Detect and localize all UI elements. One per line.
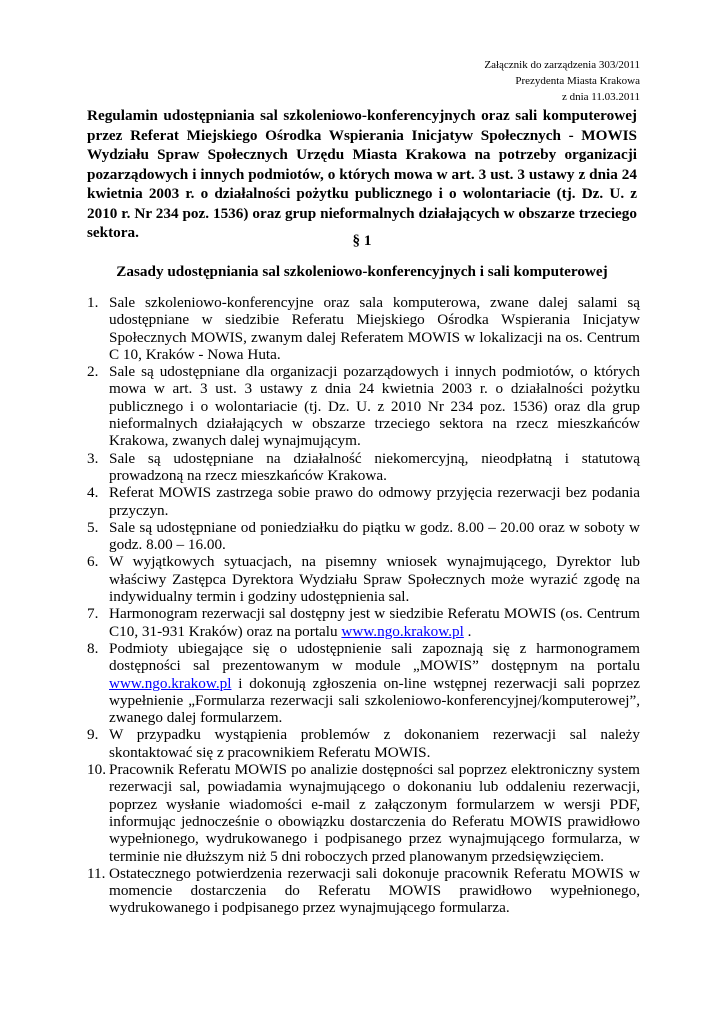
rule-item (87, 553, 640, 605)
rule-item (87, 865, 640, 917)
rule-item (87, 294, 640, 363)
rule-text: Ostatecznego potwierdzenia rezerwacji sali dokonuje pracownik Referatu MOWIS w momencie dostarczenia do Referatu MOWIS prawidłowo wypełnionego, wydrukowanego i podpisanego przez wynajmującego formularza. (109, 864, 640, 917)
rule-item (87, 450, 640, 485)
rule-text: Pracownik Referatu MOWIS po analizie dostępności sal poprzez elektroniczny system rezerwacji sal, powiadamia wynajmującego o dokonaniu lub oddaleniu rezerwacji, poprzez wysłanie wiadomości e-mail z załączonym formularzem w wersji PDF, informując jednocześnie o obowiązku dostarczenia do Referatu MOWIS prawidłowo wypełnionego, wydrukowanego i podpisanego przez wynajmującego formularza, w terminie nie dłuższym niż 5 dni roboczych przed planowanym przedsięwzięciem. (109, 761, 640, 865)
rule-item (87, 640, 640, 726)
rule-text: Sale są udostępniane dla organizacji pozarządowych i innych podmiotów, o których mowa w art. 3 ust. 3 ustawy z dnia 24 kwietnia 2003 r. o działalności pożytku publicznego i o wolontariacie (tj. Dz. U. z 2010 Nr 234 poz. 1536) oraz dla grup nieformalnych działających w obszarze trzeciego sektora na rzecz mieszkańców Krakowa, zwanych dalej wynajmującym. (109, 363, 640, 450)
rule-text: Sale są udostępniane na działalność niekomercyjną, nieodpłatną i statutową prowadzoną na rzecz mieszkańców Krakowa. (109, 449, 640, 484)
rule-number: 2. (87, 363, 99, 381)
rules-list (87, 294, 640, 917)
rule-number: 11. (87, 864, 106, 882)
rule-text-tail: i dokonują zgłoszenia on-line wstępnej rezerwacji sali poprzez wypełnienie „Formularza rezerwacji sali szkoleniowo-konferencyjnej/komputerowej”, zwanego dalej formularzem. (109, 674, 640, 727)
rule-number: 4. (87, 484, 99, 502)
portal-link[interactable]: www.ngo.krakow.pl (341, 622, 464, 640)
attachment-line-1: Załącznik do zarządzenia 303/2011 (484, 59, 640, 71)
section-sign: § 1 (352, 232, 372, 249)
attachment-line-2: Prezydenta Miasta Krakowa (515, 75, 640, 87)
rule-item (87, 726, 640, 761)
section-heading: Zasady udostępniania sal szkoleniowo-konferencyjnych i sali komputerowej (116, 263, 608, 280)
rule-number: 6. (87, 553, 99, 571)
rule-number: 9. (87, 726, 99, 744)
rule-item (87, 363, 640, 449)
portal-link[interactable]: www.ngo.krakow.pl (109, 674, 232, 692)
rule-number: 8. (87, 639, 99, 657)
rule-text-tail: . (463, 622, 472, 640)
rule-number: 7. (87, 605, 99, 623)
rule-text: W przypadku wystąpienia problemów z dokonaniem rezerwacji sal należy skontaktować się z pracownikiem Referatu MOWIS. (109, 726, 640, 761)
rule-text: Podmioty ubiegające się o udostępnienie sali zapoznają się z harmonogramem dostępności sal prezentowanym w module „MOWIS” dostępnym na portalu (109, 639, 640, 675)
document-title: Regulamin udostępniania sal szkoleniowo-konferencyjnych oraz sali komputerowej przez Referat Miejskiego Ośrodka Wspierania Inicjatyw Społecznych - MOWIS Wydziału Spraw Społecznych Urzędu Miasta Krakowa na potrzeby organizacji pozarządowych i innych podmiotów, o których mowa w art. 3 ust. 3 ustawy z dnia 24 kwietnia 2003 r. o działalności pożytku publicznego i o wolontariacie (tj. Dz. U. z 2010 r. Nr 234 poz. 1536) oraz grup nieformalnych działających w obszarze trzeciego sektora. (87, 107, 637, 241)
rule-text: W wyjątkowych sytuacjach, na pisemny wniosek wynajmującego, Dyrektor lub właściwy Zastępca Dyrektora Wydziału Spraw Społecznych może wyrazić zgodę na indywidualny termin i godziny udostępnienia sal. (109, 553, 640, 606)
rule-text: Referat MOWIS zastrzega sobie prawo do odmowy przyjęcia rezerwacji bez podania przyczyn. (109, 484, 640, 519)
rule-number: 10. (87, 761, 106, 779)
rule-text: Sale szkoleniowo-konferencyjne oraz sala komputerowa, zwane dalej salami są udostępniane w siedzibie Referatu Miejskiego Ośrodka Wspierania Inicjatyw Społecznych MOWIS, zwanym dalej Referatem MOWIS w lokalizacji na os. Centrum C 10, Kraków - Nowa Huta. (109, 294, 640, 363)
rule-item (87, 484, 640, 519)
rule-text: Harmonogram rezerwacji sal dostępny jest w siedzibie Referatu MOWIS (os. Centrum C10, 31-931 Kraków) oraz na portalu (109, 605, 640, 640)
rule-text: Sale są udostępniane od poniedziałku do piątku w godz. 8.00 – 20.00 oraz w soboty w godz. 8.00 – 16.00. (109, 518, 640, 554)
rule-number: 1. (87, 294, 99, 311)
rule-item (87, 761, 640, 865)
rule-number: 5. (87, 518, 99, 536)
attachment-line-3: z dnia 11.03.2011 (561, 91, 640, 103)
rule-item (87, 519, 640, 554)
rule-number: 3. (87, 449, 99, 467)
rule-item (87, 605, 640, 640)
attachment-note (484, 57, 640, 105)
